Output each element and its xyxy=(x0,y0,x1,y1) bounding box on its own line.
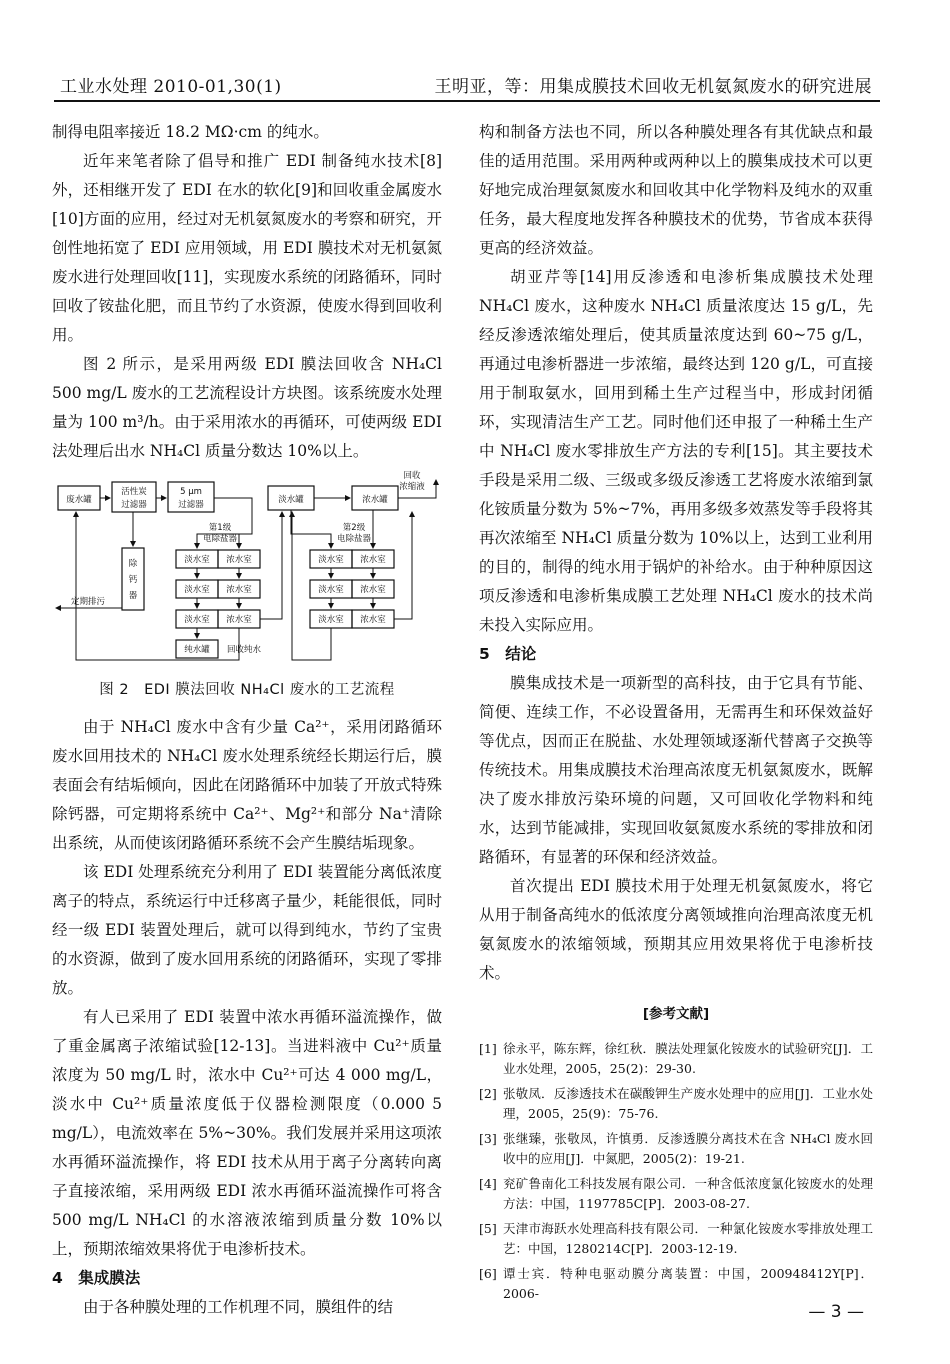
stage1-label-1: 第1级 xyxy=(208,523,232,533)
paragraph: 图 2 所示，是采用两级 EDI 膜法回收含 NH₄Cl 500 mg/L 废水的工艺流程设计方块图。该系统废水处理量为 100 m³/h。由于采用浓水的再循环，可使两级 EDI 法处理后出水 NH₄Cl 质量分数达 10%以上。 xyxy=(52,355,442,460)
stage2-label-1: 第2级 xyxy=(342,523,366,533)
recycle-conc-label-1: 回收 xyxy=(403,471,421,481)
paragraph: 该 EDI 处理系统充分利用了 EDI 装置能分离低浓度离子的特点，系统运行中迁移离子量少，耗能很低，同时经一级 EDI 装置处理后，就可以得到纯水，节约了宝贵的水资源，做到了废水回用系统的闭路循环，实现了零排放。 xyxy=(52,863,442,997)
reference-item xyxy=(479,1174,873,1214)
conc-cell-label: 浓水室 xyxy=(226,555,252,565)
periodic-drain-label: 定期排污 xyxy=(70,597,106,607)
figure-caption: 图 2 EDI 膜法回收 NH₄Cl 废水的工艺流程 xyxy=(99,682,395,698)
reference-text: 张敬凤．反渗透技术在碳酸钾生产废水处理中的应用[J]．工业水处理，2005，25(9)：75-76. xyxy=(503,1086,873,1121)
calcium-remover-char-2: 钙 xyxy=(128,575,138,585)
paragraph: 构和制备方法也不同，所以各种膜处理各有其优缺点和最佳的适用范围。采用两种或两种以上的膜集成技术可以更好地完成治理氨氮废水和回收其中化学物料及纯水的双重任务，最大程度地发挥各种膜技术的优势，节省成本获得更高的经济效益。 xyxy=(479,123,873,257)
dilute-tank-label: 淡水罐 xyxy=(278,495,304,505)
dilute-cell-label: 淡水室 xyxy=(184,615,210,625)
references-title: [参考文献] xyxy=(642,1006,710,1022)
reference-text: 张继臻，张敬凤，许慎勇．反渗透膜分离技术在含 NH₄Cl 废水回收中的应用[J]．中氮肥，2005(2)：19-21. xyxy=(503,1131,873,1166)
stage2-label-2: 电除盐器 xyxy=(336,534,372,544)
paragraph: 首次提出 EDI 膜技术用于处理无机氨氮废水，将它从用于制备高纯水的低浓度分离领域推向治理高浓度无机氨氮废水的浓缩领域，预期其应用效果将优于电渗析技术。 xyxy=(479,877,873,982)
reference-text: 徐永平，陈东辉，徐红秋．膜法处理氯化铵废水的试验研究[J]．工业水处理，2005，25(2)：29-30. xyxy=(503,1041,873,1076)
reference-number: [3] xyxy=(479,1131,497,1146)
reference-number: [5] xyxy=(479,1221,497,1236)
reference-number: [6] xyxy=(479,1266,497,1281)
dilute-cell-label: 淡水室 xyxy=(318,555,344,565)
reference-list xyxy=(479,1039,873,1304)
reference-number: [2] xyxy=(479,1086,497,1101)
page-number: — 3 — xyxy=(808,1302,864,1322)
paragraph: 有人已采用了 EDI 装置中浓水再循环溢流操作，做了重金属离子浓缩试验[12-13]。当进料液中 Cu²⁺质量浓度为 50 mg/L 时，浓水中 Cu²⁺可达 4 000 mg/L，淡水中 Cu²⁺质量浓度低于仪器检测限度（0.000 5 mg/L），电流效率在 5%~30%。我们发展并采用这项浓水再循环溢流操作，将 EDI 技术从用于离子分离转向离子直接浓缩，采用两级 EDI 浓水再循环溢流操作可将含 500 mg/L NH₄Cl 的水溶液浓缩到质量分数 10%以上，预期浓缩效果将优于电渗析技术。 xyxy=(52,1008,442,1258)
calcium-remover-char-3: 器 xyxy=(128,591,138,601)
stage1-label-2: 电除盐器 xyxy=(202,534,238,544)
section-heading: 4 集成膜法 xyxy=(52,1269,141,1287)
reference-item xyxy=(479,1129,873,1169)
reference-number: [4] xyxy=(479,1176,497,1191)
paragraph: 膜集成技术是一项新型的高科技，由于它具有节能、简便、连续工作，不必设置备用，无需再生和环保效益好等优点，因而正在脱盐、水处理领域逐渐代替离子交换等传统技术。用集成膜技术治理高浓度无机氨氮废水，既解决了废水排放污染环境的问题，又可回收化学物料和纯水，达到节能减排，实现回收氨氮废水系统的零排放和闭路循环，有显著的环保和经济效益。 xyxy=(479,674,873,866)
reference-number: [1] xyxy=(479,1041,497,1056)
dilute-cell-label: 淡水室 xyxy=(318,585,344,595)
feed-tank-label: 废水罐 xyxy=(66,495,92,505)
process-flow-figure xyxy=(52,470,444,670)
flow-diagram xyxy=(52,470,444,670)
header-left: 工业水处理 2010-01,30(1) xyxy=(60,77,282,97)
reference-text: 天津市海跃水处理高科技有限公司．一种氯化铵废水零排放处理工艺：中国，1280214C[P]．2003-12-19. xyxy=(503,1221,873,1256)
right-column xyxy=(479,118,873,1309)
reference-item xyxy=(479,1039,873,1079)
left-column xyxy=(52,118,442,1322)
conc-cell-label: 浓水室 xyxy=(360,615,386,625)
recycle-water-label: 回收纯水 xyxy=(226,645,262,655)
paragraph: 近年来笔者除了倡导和推广 EDI 制备纯水技术[8]外，还相继开发了 EDI 在水的软化[9]和回收重金属废水[10]方面的应用，经过对无机氨氮废水的考察和研究，开创性地拓宽了 EDI 应用领域，用 EDI 膜技术对无机氨氮废水进行处理回收[11]，实现废水系统的闭路循环，同时回收了铵盐化肥，而且节约了水资源，使废水得到回收利用。 xyxy=(52,152,442,344)
pure-tank-label: 纯水罐 xyxy=(184,645,210,655)
paragraph: 制得电阻率接近 18.2 MΩ·cm 的纯水。 xyxy=(52,123,329,141)
recycle-conc-label-2: 浓缩液 xyxy=(399,482,425,492)
paragraph: 由于 NH₄Cl 废水中含有少量 Ca²⁺，采用闭路循环废水回用技术的 NH₄Cl 废水处理系统经长期运行后，膜表面会有结垢倾向，因此在闭路循环中加装了开放式特殊除钙器，可定期将系统中 Ca²⁺、Mg²⁺和部分 Na⁺清除出系统，从而使该闭路循环系统不会产生膜结垢现象。 xyxy=(52,718,442,852)
conc-tank-label: 浓水罐 xyxy=(362,495,388,505)
micro-filter-label-2: 过滤器 xyxy=(178,500,204,510)
dilute-cell-label: 淡水室 xyxy=(318,615,344,625)
header-rule xyxy=(54,100,880,102)
header-right: 王明亚，等：用集成膜技术回收无机氨氮废水的研究进展 xyxy=(434,77,872,97)
paragraph: 胡亚芹等[14]用反渗透和电渗析集成膜技术处理 NH₄Cl 废水，这种废水 NH₄Cl 质量浓度达 15 g/L，先经反渗透浓缩处理后，使其质量浓度达到 60~75 g/L，再通过电渗析器进一步浓缩，最终达到 120 g/L，可直接用于制取氨水，回用到稀土生产过程当中，形成封闭循环，实现清洁生产工艺。同时他们还申报了一种稀土生产中 NH₄Cl 废水零排放生产方法的专利[15]。其主要技术手段是采用二级、三级或多级反渗透工艺将废水浓缩到氯化铵质量分数为 5%~7%，再用多级多效蒸发等手段将其再次浓缩至 NH₄Cl 质量分数为 10%以上，达到工业利用的目的，制得的纯水用于锅炉的补给水。由于种种原因这项反渗透和电渗析集成膜工艺处理 NH₄Cl 废水的技术尚未投入实际应用。 xyxy=(479,268,873,634)
carbon-filter-label-1: 活性炭 xyxy=(121,487,147,497)
reference-item xyxy=(479,1084,873,1124)
calcium-remover-char-1: 除 xyxy=(128,559,138,569)
micro-filter-label-1: 5 μm xyxy=(180,487,202,497)
reference-text: 兖矿鲁南化工科技发展有限公司．一种含低浓度氯化铵废水的处理方法：中国，1197785C[P]．2003-08-27. xyxy=(503,1176,873,1211)
reference-text: 谭士宾．特种电驱动膜分离装置：中国，200948412Y[P]．2006- xyxy=(503,1266,873,1301)
section-heading: 5 结论 xyxy=(479,645,537,663)
conc-cell-label: 浓水室 xyxy=(360,585,386,595)
conc-cell-label: 浓水室 xyxy=(360,555,386,565)
dilute-cell-label: 淡水室 xyxy=(184,585,210,595)
conc-cell-label: 浓水室 xyxy=(226,615,252,625)
reference-item xyxy=(479,1219,873,1259)
carbon-filter-label-2: 过滤器 xyxy=(121,500,147,510)
dilute-cell-label: 淡水室 xyxy=(184,555,210,565)
paragraph: 由于各种膜处理的工作机理不同，膜组件的结 xyxy=(83,1298,394,1316)
reference-item xyxy=(479,1264,873,1304)
conc-cell-label: 浓水室 xyxy=(226,585,252,595)
